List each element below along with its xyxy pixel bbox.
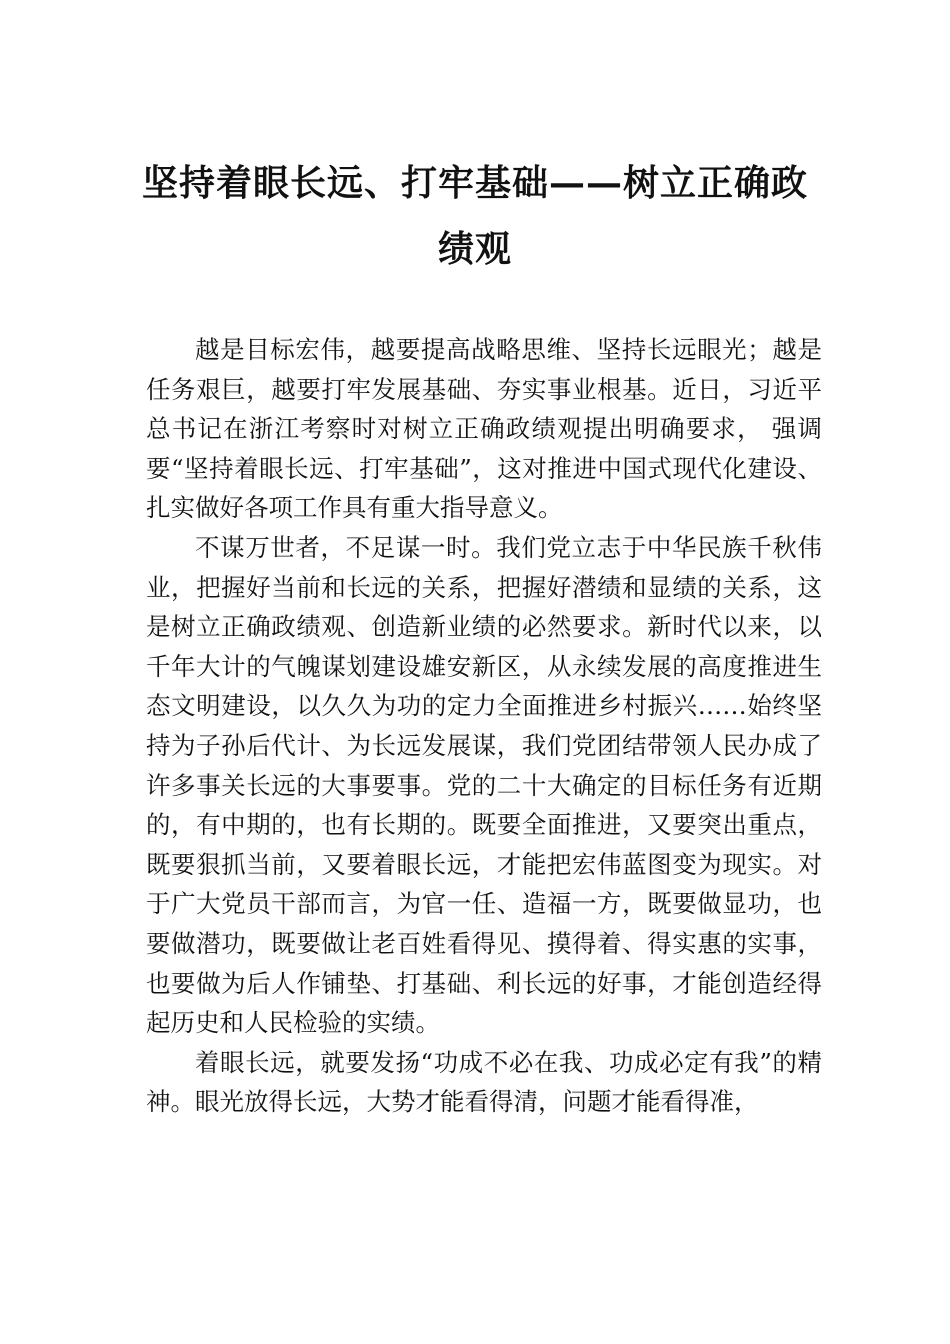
document-title xyxy=(120,150,830,282)
document-body xyxy=(146,330,822,1122)
paragraph-3: 着眼长远，就要发扬“功成不必在我、功成必定有我”的精神。眼光放得长远，大势才能看得清，问题才能看得准， xyxy=(146,1047,822,1117)
title-line-1: 坚持着眼长远、打牢基础——树立正确政 xyxy=(141,162,808,204)
title-line-2: 绩观 xyxy=(437,228,512,270)
paragraph-1: 越是目标宏伟，越要提高战略思维、坚持长远眼光；越是任务艰巨，越要打牢发展基础、夯实事业根基。近日，习近平总书记在浙江考察时对树立正确政绩观提出明确要求， 强调要“坚持着眼长远、打牢基础”，这对推进中国式现代化建设、扎实做好各项工作具有重大指导意义。 xyxy=(146,335,822,523)
paragraph-2: 不谋万世者，不足谋一时。我们党立志于中华民族千秋伟业，把握好当前和长远的关系，把握好潜绩和显绩的关系，这是树立正确政绩观、创造新业绩的必然要求。新时代以来，以千年大计的气魄谋划建设雄安新区，从永续发展的高度推进生态文明建设，以久久为功的定力全面推进乡村振兴……始终坚持为子孙后代计、为长远发展谋，我们党团结带领人民办成了许多事关长远的大事要事。党的二十大确定的目标任务有近期的，有中期的，也有长期的。既要全面推进，又要突出重点，既要狠抓当前，又要着眼长远，才能把宏伟蓝图变为现实。对于广大党员干部而言，为官一任、造福一方，既要做显功，也要做潜功，既要做让老百姓看得见、摸得着、得实惠的实事，也要做为后人作铺垫、打基础、利长远的好事，才能创造经得起历史和人民检验的实绩。 xyxy=(146,532,822,1038)
